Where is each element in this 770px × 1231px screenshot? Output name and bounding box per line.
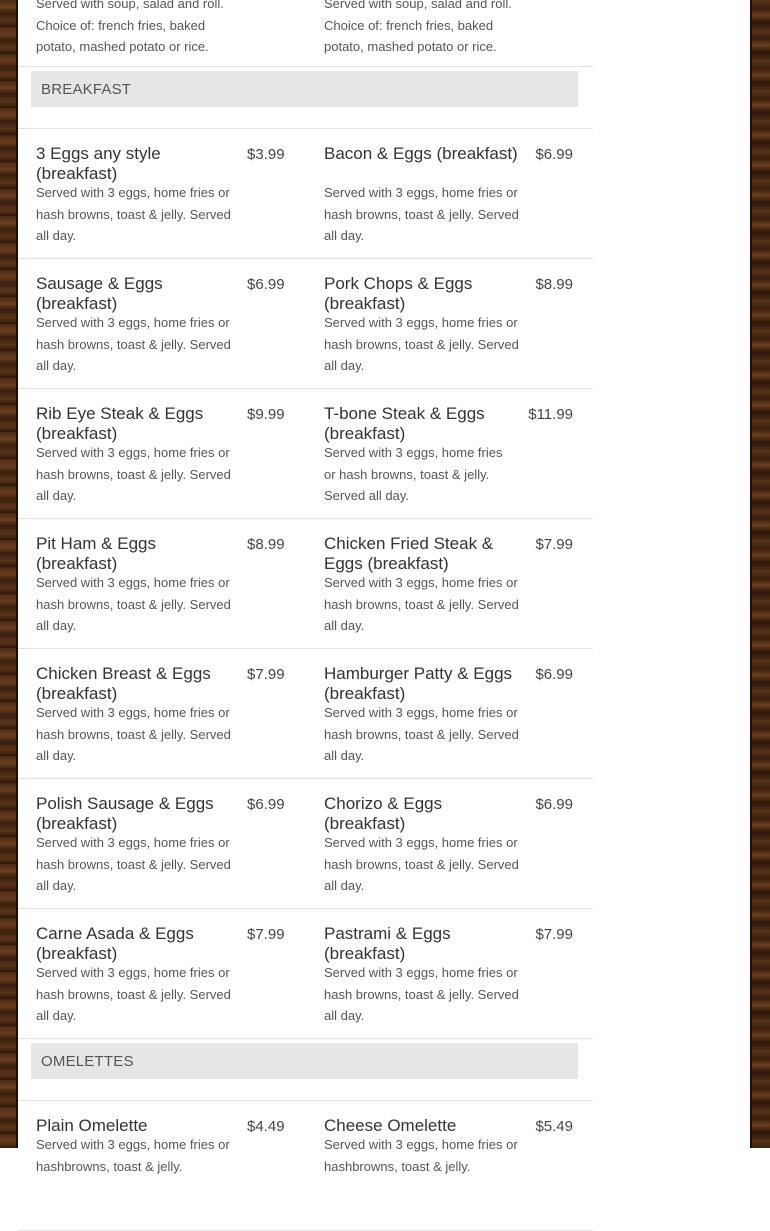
section-header-omelettes xyxy=(18,1039,593,1101)
item-name: Cheese Omelette xyxy=(324,1116,457,1135)
item-description: Served with soup, salad and roll. Choice of: french fries, baked potato, mashed potato or rice. xyxy=(36,0,224,54)
item-description: Served with 3 eggs, home fries or hash browns, toast & jelly. Served all day. xyxy=(36,445,231,503)
item-price: $3.99 xyxy=(247,146,285,163)
item-price: $6.99 xyxy=(247,796,285,813)
item-price: $7.99 xyxy=(535,536,573,553)
item-description: Served with 3 eggs, home fries or hash browns, toast & jelly. Served all day. xyxy=(324,315,519,373)
menu-row xyxy=(18,519,593,649)
item-description: Served with 3 eggs, home fries or hashbrowns, toast & jelly. xyxy=(324,1137,518,1174)
item-description: Served with 3 eggs, home fries or hash browns, toast & jelly. Served all day. xyxy=(36,185,231,243)
item-price: $6.99 xyxy=(535,796,573,813)
item-name: Chicken Breast & Eggs (breakfast) xyxy=(36,664,211,703)
item-name: Polish Sausage & Eggs (breakfast) xyxy=(36,794,214,833)
item-name: Hamburger Patty & Eggs (breakfast) xyxy=(324,664,513,703)
menu-row xyxy=(18,779,593,909)
menu-row xyxy=(18,0,593,67)
item-description: Served with 3 eggs, home fries or hash browns, toast & jelly. Served all day. xyxy=(324,445,503,503)
item-description: Served with 3 eggs, home fries or hash browns, toast & jelly. Served all day. xyxy=(36,705,231,763)
item-description: Served with 3 eggs, home fries or hash browns, toast & jelly. Served all day. xyxy=(36,965,231,1023)
item-price: $7.99 xyxy=(247,666,285,683)
item-name: Sausage & Eggs (breakfast) xyxy=(36,274,163,313)
item-price: $9.99 xyxy=(247,406,285,423)
item-name: Pork Chops & Eggs (breakfast) xyxy=(324,274,473,313)
item-description: Served with 3 eggs, home fries or hash browns, toast & jelly. Served all day. xyxy=(324,835,519,893)
item-price: $11.99 xyxy=(528,406,573,423)
wood-border-right xyxy=(750,0,770,1148)
item-description: Served with 3 eggs, home fries or hash browns, toast & jelly. Served all day. xyxy=(36,315,231,373)
menu-row xyxy=(18,129,593,259)
item-name: Pit Ham & Eggs (breakfast) xyxy=(36,534,156,573)
item-price: $8.99 xyxy=(247,536,285,553)
item-name: Plain Omelette xyxy=(36,1116,148,1135)
item-name: Chorizo & Eggs (breakfast) xyxy=(324,794,443,833)
menu-list xyxy=(18,0,593,1231)
item-price: $4.49 xyxy=(247,1118,285,1135)
item-name: Bacon & Eggs (breakfast) xyxy=(324,144,518,163)
menu-row xyxy=(18,259,593,389)
item-name: Pastrami & Eggs (breakfast) xyxy=(324,924,451,963)
item-description: Served with 3 eggs, home fries or hash browns, toast & jelly. Served all day. xyxy=(324,705,519,763)
item-name: T-bone Steak & Eggs (breakfast) xyxy=(324,404,485,443)
item-price: $6.99 xyxy=(247,276,285,293)
item-name: Rib Eye Steak & Eggs (breakfast) xyxy=(36,404,204,443)
item-description: Served with 3 eggs, home fries or hashbrowns, toast & jelly. xyxy=(36,1137,230,1174)
item-price: $7.99 xyxy=(247,926,285,943)
item-price: $7.99 xyxy=(535,926,573,943)
section-title: BREAKFAST xyxy=(31,71,578,107)
section-title: OMELETTES xyxy=(31,1043,578,1079)
item-description: Served with 3 eggs, home fries or hash browns, toast & jelly. Served all day. xyxy=(324,575,519,633)
wood-border-left xyxy=(0,0,18,1148)
item-name: 3 Eggs any style (breakfast) xyxy=(36,144,161,183)
menu-row xyxy=(18,649,593,779)
item-description: Served with 3 eggs, home fries or hash browns, toast & jelly. Served all day. xyxy=(324,965,519,1023)
menu-row xyxy=(18,389,593,519)
item-price: $5.49 xyxy=(535,1118,573,1135)
item-description: Served with 3 eggs, home fries or hash browns, toast & jelly. Served all day. xyxy=(324,185,519,243)
item-description: Served with 3 eggs, home fries or hash browns, toast & jelly. Served all day. xyxy=(36,835,231,893)
item-price: $8.99 xyxy=(535,276,573,293)
item-description: Served with 3 eggs, home fries or hash browns, toast & jelly. Served all day. xyxy=(36,575,231,633)
item-price: $6.99 xyxy=(535,146,573,163)
menu-row xyxy=(18,909,593,1039)
item-description: Served with soup, salad and roll. Choice of: french fries, baked potato, mashed potato or rice. xyxy=(324,0,512,54)
menu-row xyxy=(18,1101,593,1231)
section-header-breakfast xyxy=(18,67,593,129)
item-name: Carne Asada & Eggs (breakfast) xyxy=(36,924,194,963)
item-name: Chicken Fried Steak & Eggs (breakfast) xyxy=(324,534,494,573)
item-price: $6.99 xyxy=(535,666,573,683)
